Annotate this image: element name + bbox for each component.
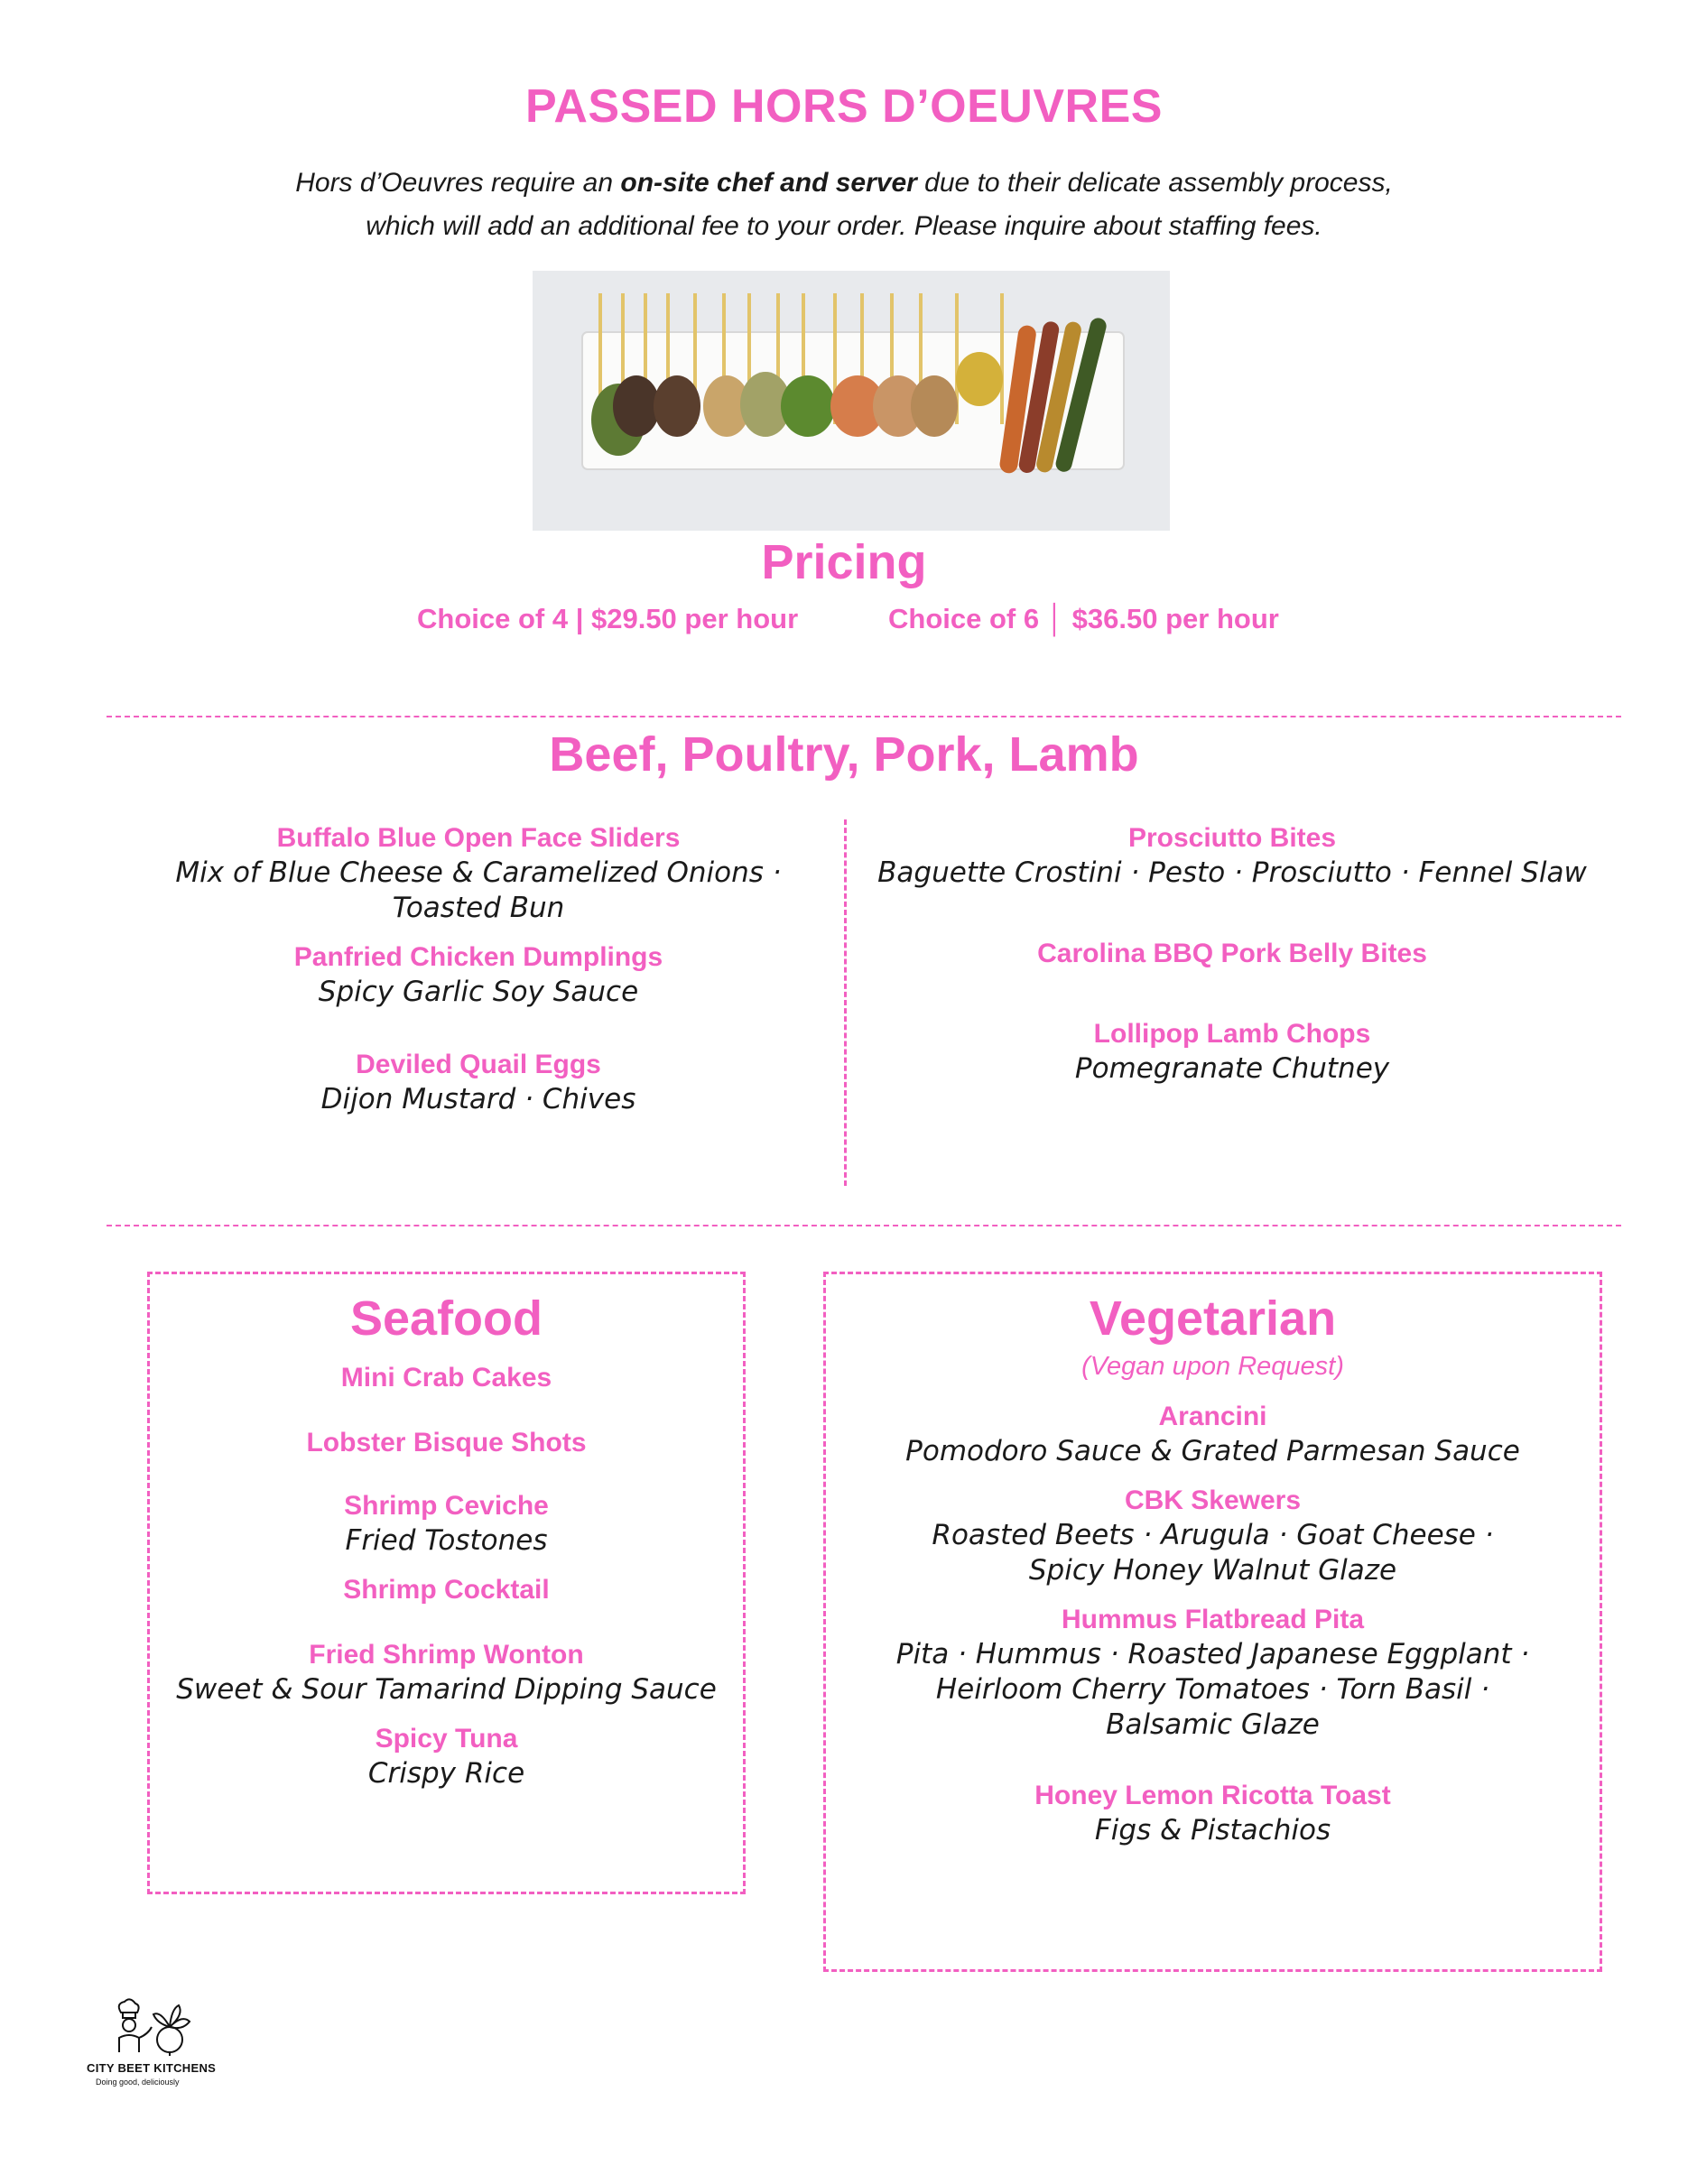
- brand-tagline: Doing good, deliciously: [96, 2078, 180, 2087]
- section-divider: [107, 1225, 1621, 1226]
- menu-item: [871, 823, 1593, 891]
- menu-item: [871, 939, 1593, 969]
- pricing-option-6: Choice of 6 │ $36.50 per hour: [888, 603, 1279, 634]
- item-desc: Roasted Beets · Arugula · Goat Cheese ·: [932, 1519, 1494, 1551]
- intro-bold-text: on-site chef and server: [620, 168, 917, 198]
- pricing-option-4: Choice of 4 | $29.50 per hour: [417, 603, 799, 634]
- intro-line-2: which will add an additional fee to your order. Please inquire about staffing fees.: [366, 211, 1322, 241]
- item-desc: Mix of Blue Cheese & Caramelized Onions ·: [175, 856, 782, 889]
- menu-item: [150, 1575, 743, 1606]
- item-name: Arancini: [1158, 1402, 1267, 1431]
- item-name: Lobster Bisque Shots: [306, 1428, 587, 1458]
- item-name: Shrimp Ceviche: [344, 1491, 549, 1521]
- meats-right-column: [871, 823, 1593, 1087]
- item-name: Honey Lemon Ricotta Toast: [1034, 1781, 1391, 1810]
- meats-heading: Beef, Poultry, Pork, Lamb: [549, 727, 1139, 782]
- item-desc: Dijon Mustard · Chives: [320, 1083, 636, 1115]
- menu-item: [150, 1640, 743, 1707]
- item-desc: Heirloom Cherry Tomatoes · Torn Basil ·: [935, 1673, 1490, 1706]
- item-name: Lollipop Lamb Chops: [1093, 1019, 1371, 1049]
- menu-item: [150, 1363, 743, 1393]
- item-desc: Spicy Garlic Soy Sauce: [318, 976, 639, 1008]
- item-desc: Spicy Honey Walnut Glaze: [1028, 1554, 1397, 1587]
- chef-beet-icon: [105, 1996, 204, 2058]
- seafood-box: [147, 1272, 746, 1894]
- vegan-note: (Vegan upon Request): [1081, 1352, 1344, 1381]
- pricing-heading: Pricing: [761, 535, 927, 589]
- menu-item: [150, 1428, 743, 1458]
- item-desc: Pomegranate Chutney: [1074, 1052, 1390, 1085]
- item-name: Panfried Chicken Dumplings: [293, 942, 663, 972]
- menu-item: [826, 1781, 1600, 1848]
- item-desc: Balsamic Glaze: [1106, 1708, 1320, 1741]
- intro-line-1: [0, 168, 1688, 199]
- menu-item: [135, 1050, 821, 1117]
- menu-item: [135, 942, 821, 1010]
- item-name: Deviled Quail Eggs: [356, 1050, 601, 1079]
- column-divider: [844, 819, 847, 1186]
- intro-text: Hors d’Oeuvres require an: [295, 168, 621, 198]
- section-divider: [107, 716, 1621, 717]
- item-desc: Toasted Bun: [392, 892, 565, 924]
- item-desc: Crispy Rice: [367, 1757, 525, 1790]
- menu-item: [826, 1605, 1600, 1743]
- meats-left-column: [135, 823, 821, 1117]
- item-name: Buffalo Blue Open Face Sliders: [276, 823, 681, 853]
- item-name: Mini Crab Cakes: [340, 1363, 552, 1393]
- seafood-heading: Seafood: [349, 1291, 543, 1346]
- item-desc: Figs & Pistachios: [1094, 1814, 1331, 1846]
- item-name: Spicy Tuna: [375, 1724, 518, 1754]
- item-desc: Fried Tostones: [345, 1524, 548, 1557]
- item-name: Fried Shrimp Wonton: [309, 1640, 584, 1670]
- item-name: Carolina BBQ Pork Belly Bites: [1037, 939, 1427, 968]
- item-desc: Pita · Hummus · Roasted Japanese Eggplant ·: [895, 1638, 1530, 1670]
- brand-name: CITY BEET KITCHENS: [87, 2061, 217, 2075]
- menu-item: [135, 823, 821, 926]
- item-name: Shrimp Cocktail: [343, 1575, 550, 1605]
- menu-item: [150, 1491, 743, 1559]
- menu-item: [826, 1485, 1600, 1588]
- item-name: CBK Skewers: [1124, 1485, 1302, 1515]
- intro-text: due to their delicate assembly process,: [916, 168, 1393, 198]
- vegetarian-heading: Vegetarian: [1089, 1291, 1337, 1346]
- menu-item: [826, 1402, 1600, 1469]
- skewers-illustration: [533, 271, 1170, 531]
- menu-item: [150, 1724, 743, 1791]
- brand-logo: [87, 1996, 231, 2096]
- item-desc: Baguette Crostini · Pesto · Prosciutto · Fennel Slaw: [877, 856, 1587, 889]
- skewers-photo: [533, 271, 1170, 531]
- item-name: Hummus Flatbread Pita: [1061, 1605, 1365, 1634]
- page-title: PASSED HORS D’OEUVRES: [525, 80, 1163, 133]
- item-name: Prosciutto Bites: [1127, 823, 1337, 853]
- menu-item: [871, 1019, 1593, 1087]
- item-desc: Sweet & Sour Tamarind Dipping Sauce: [176, 1673, 717, 1706]
- vegetarian-box: [823, 1272, 1602, 1972]
- item-desc: Pomodoro Sauce & Grated Parmesan Sauce: [905, 1435, 1520, 1467]
